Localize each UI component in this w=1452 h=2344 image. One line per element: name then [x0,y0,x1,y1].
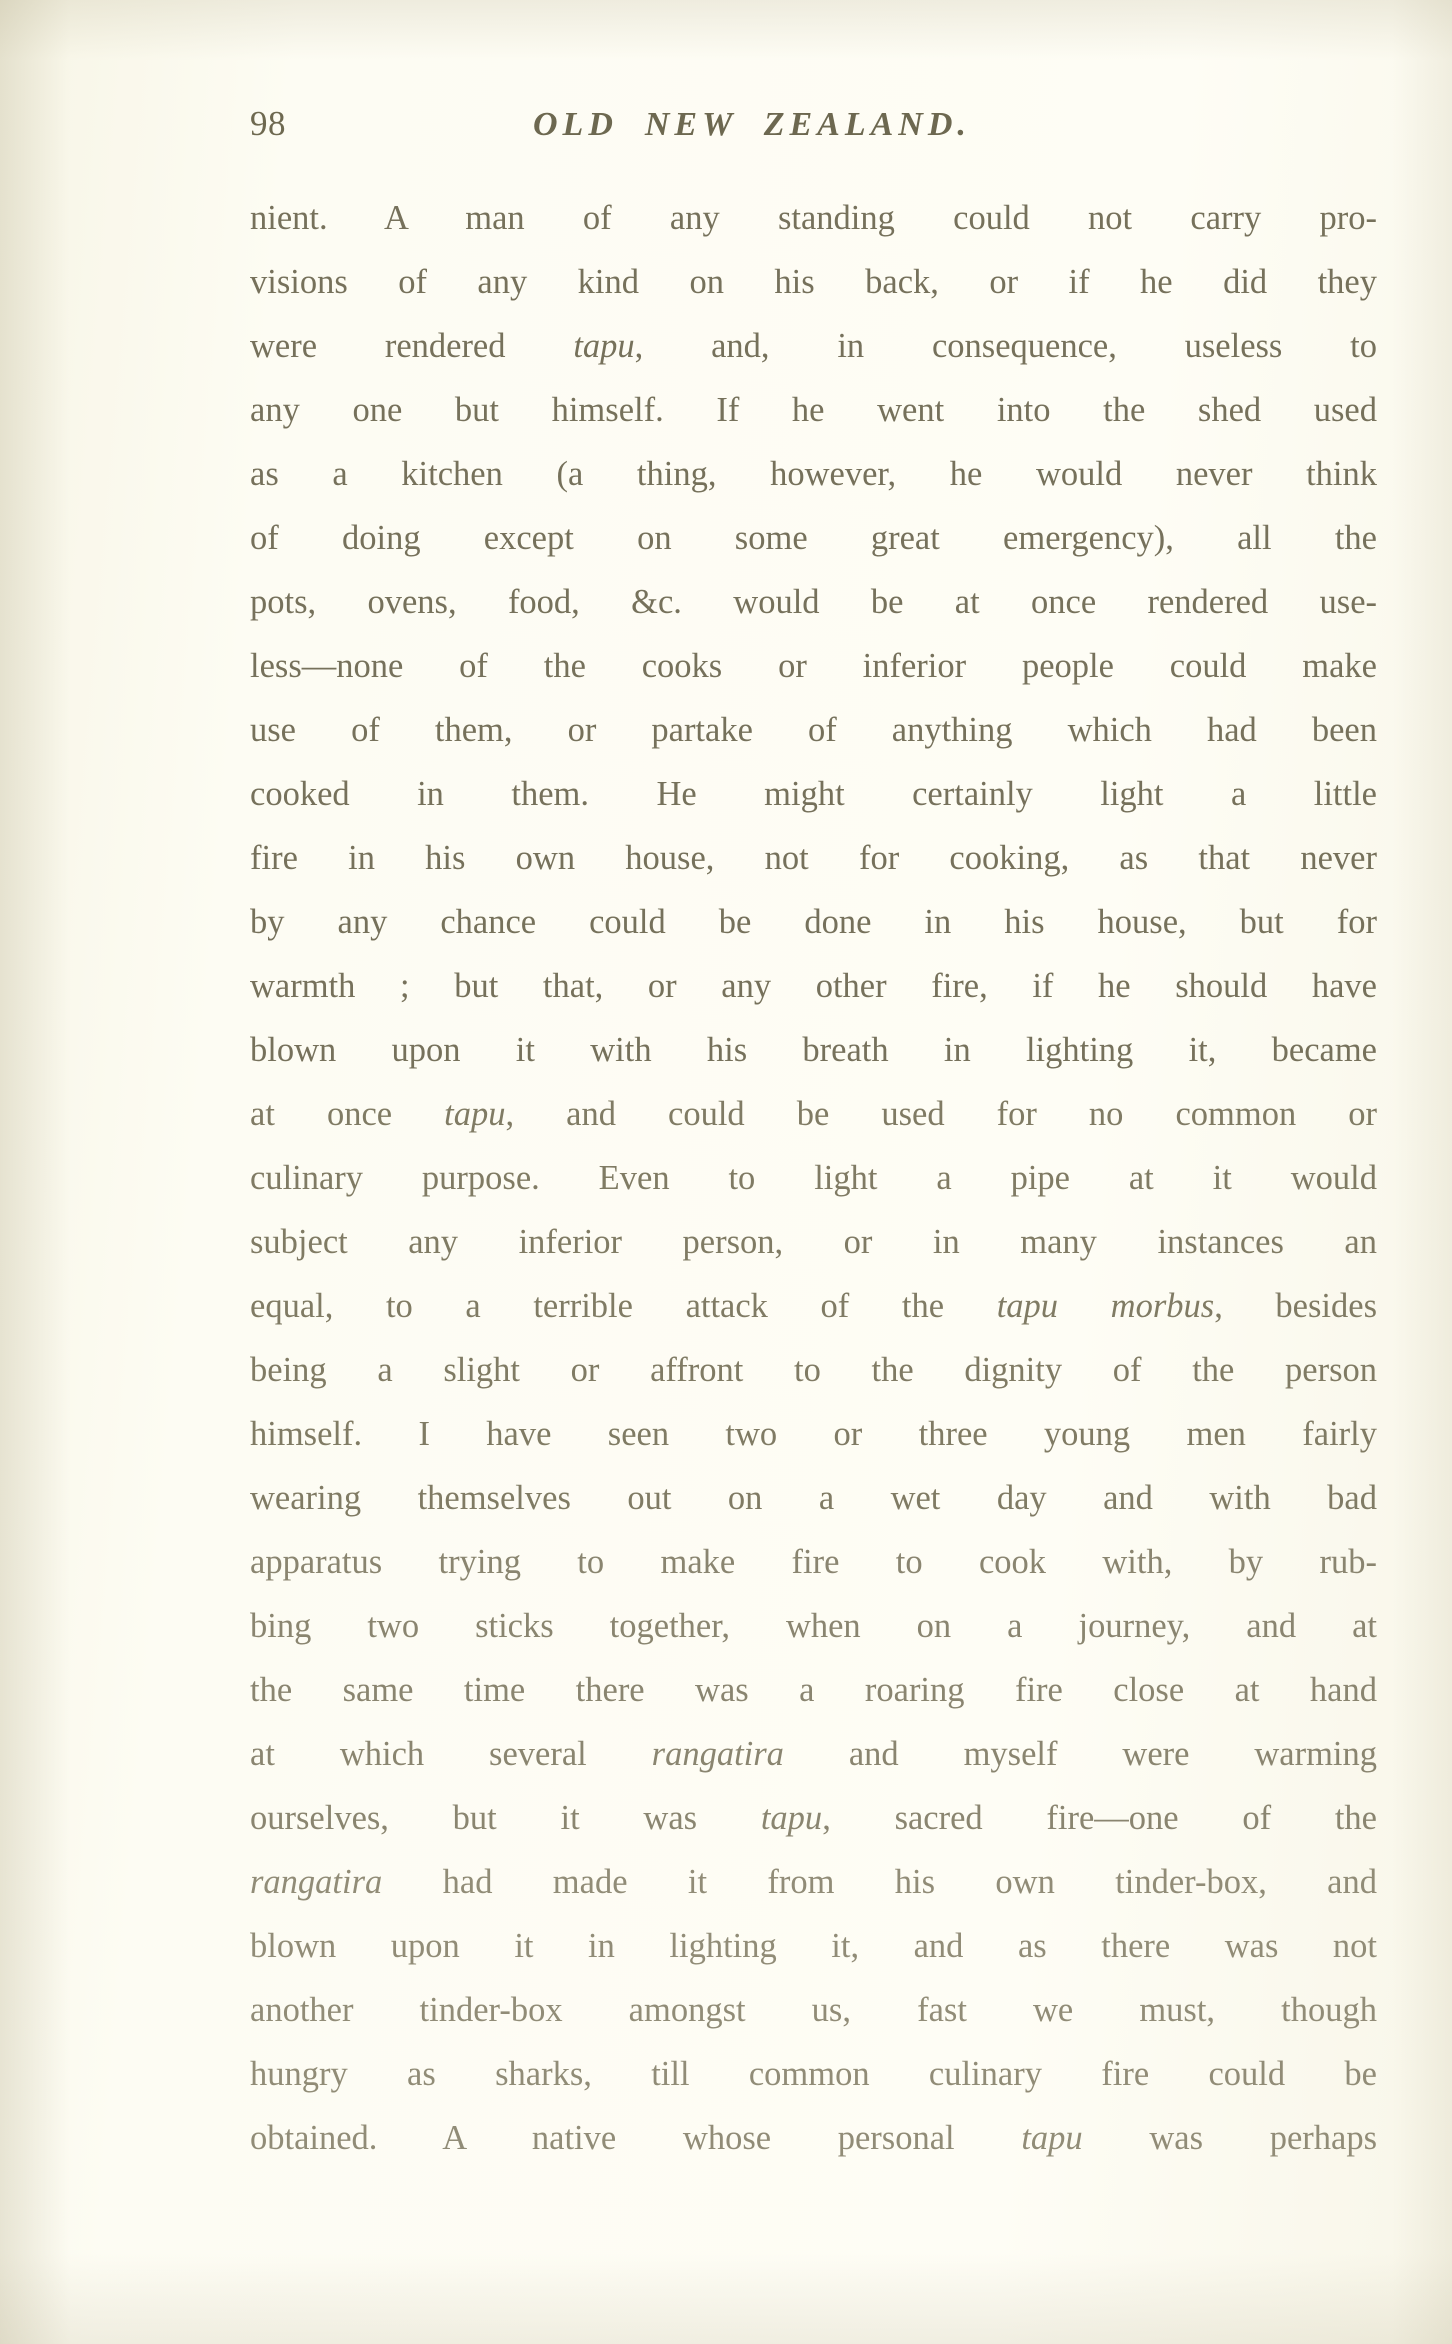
text-run: obtained. A native whose personal [250,2119,1022,2157]
text-run: use of them, or partake of anything which had been [250,711,1377,749]
text-run: equal, to a terrible attack of the [250,1287,997,1325]
italic-term: tapu [444,1095,506,1133]
text-run: , besides [1214,1287,1377,1325]
text-run: apparatus trying to make fire to cook with, by rub- [250,1543,1377,1581]
text-run: culinary purpose. Even to light a pipe at it would [250,1159,1377,1197]
page-number: 98 [250,104,286,143]
text-run: subject any inferior person, or in many instances an [250,1223,1377,1261]
text-line [250,1914,1377,1978]
italic-term: rangatira [651,1735,784,1773]
text-line [250,250,1377,314]
italic-term: tapu [1021,2119,1083,2157]
text-line [250,506,1377,570]
text-line [250,570,1377,634]
text-run: were rendered [250,327,574,365]
text-line [250,1338,1377,1402]
text-run: , and, in consequence, useless to [634,327,1377,365]
text-line [250,1402,1377,1466]
text-line [250,762,1377,826]
text-line [250,1850,1377,1914]
italic-term: tapu [760,1799,823,1837]
text-line [250,2106,1377,2170]
text-line [250,1146,1377,1210]
text-line [250,1722,1377,1786]
text-run: and myself were warming [783,1735,1377,1773]
text-run: blown upon it with his breath in lighting it, became [250,1031,1377,1069]
text-run: , sacred fire—one of the [822,1799,1377,1837]
page-header [250,104,1380,150]
text-run: any one but himself. If he went into the shed used [250,391,1377,429]
text-run: , and could be used for no common or [505,1095,1377,1133]
text-run: less—none of the cooks or inferior people could make [250,647,1377,685]
body-text [250,186,1377,2170]
text-line [250,1274,1377,1338]
text-line [250,186,1377,250]
text-line [250,634,1377,698]
text-run: the same time there was a roaring fire close at hand [250,1671,1377,1709]
text-line [250,442,1377,506]
text-run: fire in his own house, not for cooking, as that never [250,839,1377,877]
text-run: wearing themselves out on a wet day and with bad [250,1479,1377,1517]
text-run: ourselves, but it was [250,1799,761,1837]
text-run: had made it from his own tinder-box, and [382,1863,1377,1901]
page-edge-shadow-left [0,0,70,2344]
text-run: himself. I have seen two or three young men fairly [250,1415,1377,1453]
text-run: of doing except on some great emergency), all the [250,519,1377,557]
text-run: another tinder-box amongst us, fast we must, though [250,1991,1377,2029]
text-line [250,826,1377,890]
text-line [250,698,1377,762]
text-run: by any chance could be done in his house, but for [250,903,1377,941]
text-run: pots, ovens, food, &c. would be at once rendered use- [250,583,1377,621]
text-line [250,1658,1377,1722]
text-line [250,890,1377,954]
italic-term: rangatira [250,1863,383,1901]
text-run: warmth ; but that, or any other fire, if he should have [250,967,1377,1005]
italic-term: tapu morbus [996,1287,1215,1325]
text-run: nient. A man of any standing could not carry pro- [250,199,1377,237]
text-run: hungry as sharks, till common culinary fire could be [250,2055,1377,2093]
text-line [250,1466,1377,1530]
text-line [250,1786,1377,1850]
running-title: OLD NEW ZEALAND. [533,106,971,143]
page-edge-shadow-top [0,0,1452,60]
text-run: being a slight or affront to the dignity of the person [250,1351,1377,1389]
text-line [250,1530,1377,1594]
page-edge-shadow-bottom [0,2254,1452,2344]
text-run: bing two sticks together, when on a journey, and at [250,1607,1377,1645]
text-run: was perhaps [1082,2119,1377,2157]
text-run: blown upon it in lighting it, and as there was not [250,1927,1377,1965]
text-line [250,314,1377,378]
text-run: at which several [250,1735,652,1773]
text-run: visions of any kind on his back, or if he did they [250,263,1377,301]
text-line [250,1210,1377,1274]
text-run: as a kitchen (a thing, however, he would never think [250,455,1377,493]
text-line [250,2042,1377,2106]
italic-term: tapu [573,327,635,365]
text-line [250,954,1377,1018]
text-line [250,1594,1377,1658]
text-line [250,378,1377,442]
text-run: cooked in them. He might certainly light a little [250,775,1377,813]
text-run: at once [250,1095,445,1133]
text-line [250,1978,1377,2042]
page-edge-shadow-right [1392,0,1452,2344]
text-line [250,1082,1377,1146]
text-line [250,1018,1377,1082]
